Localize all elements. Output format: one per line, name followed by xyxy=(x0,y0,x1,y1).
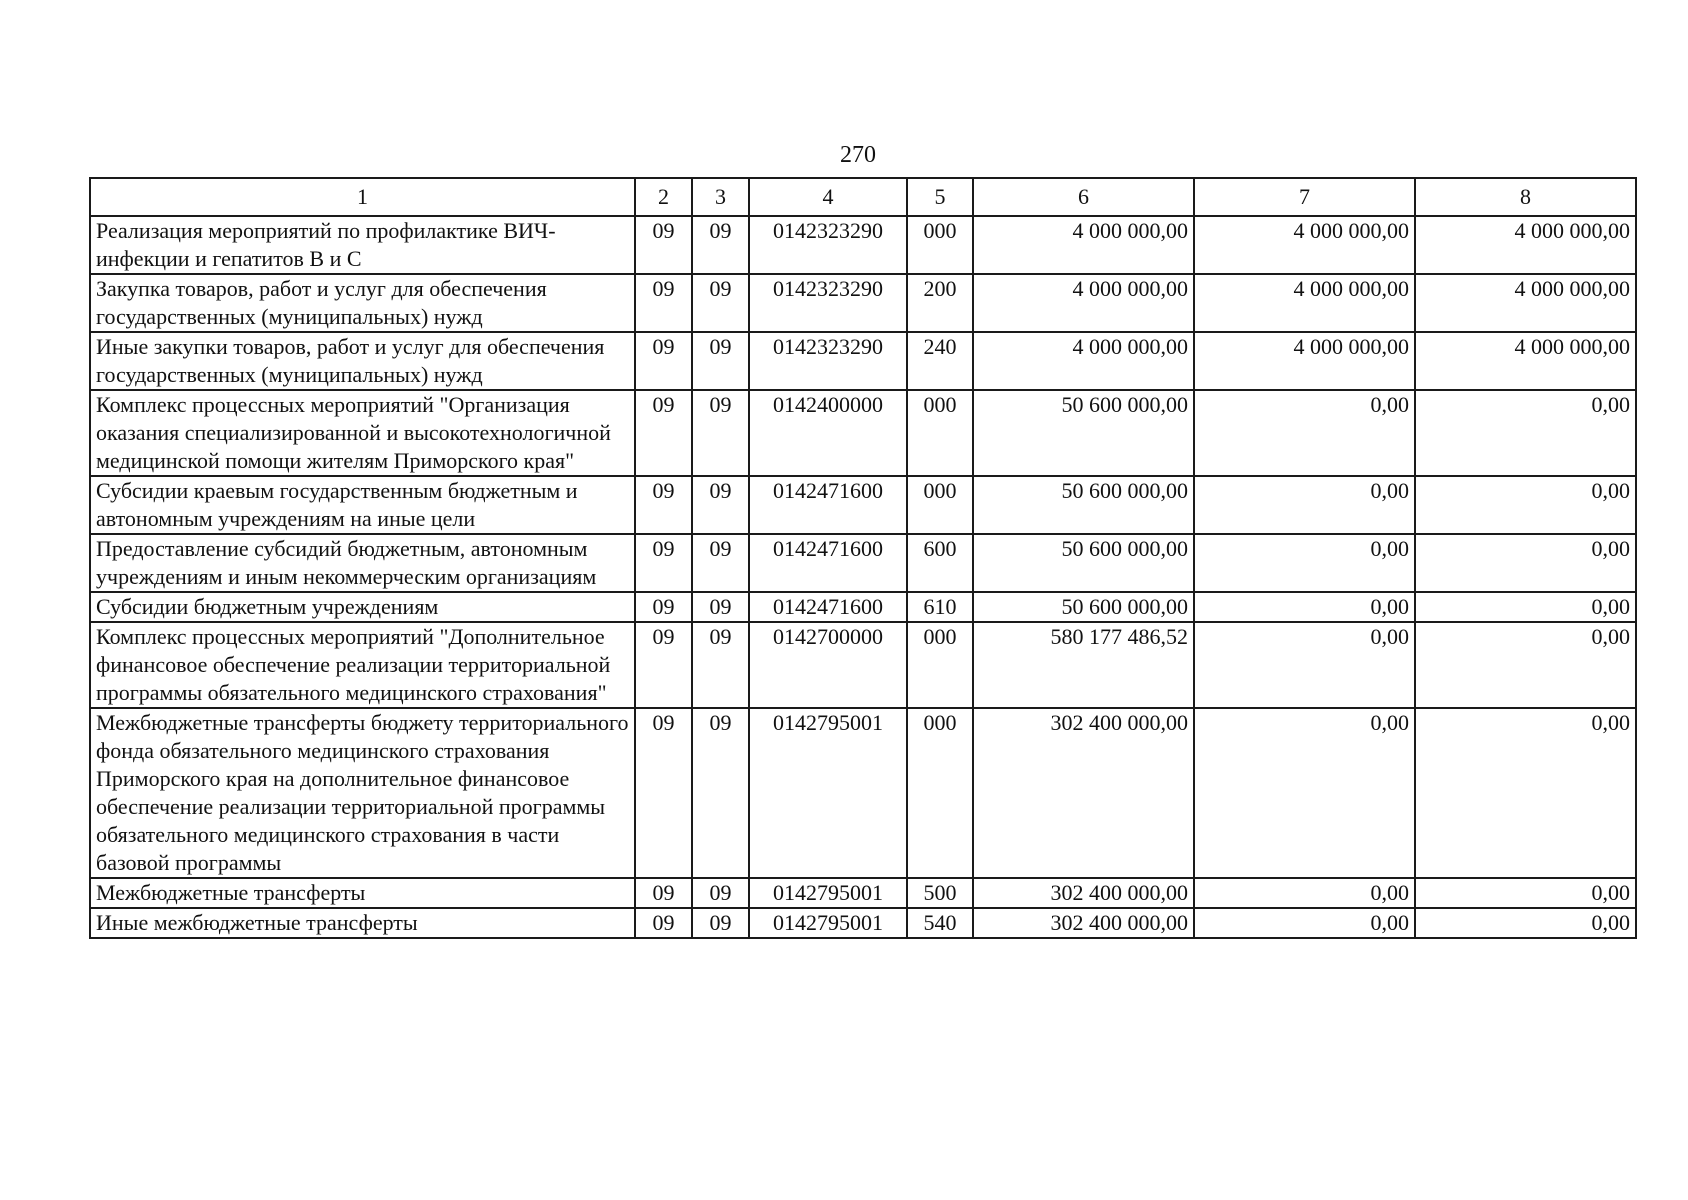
row-amount-col8: 0,00 xyxy=(1415,592,1636,622)
column-header-7: 7 xyxy=(1194,178,1415,216)
row-amount-col6: 4 000 000,00 xyxy=(973,274,1194,332)
row-amount-col6: 4 000 000,00 xyxy=(973,216,1194,274)
row-code-subsection: 09 xyxy=(692,592,749,622)
row-code-section: 09 xyxy=(635,476,692,534)
row-amount-col7: 0,00 xyxy=(1194,390,1415,476)
row-amount-col8: 0,00 xyxy=(1415,708,1636,878)
row-code-subsection: 09 xyxy=(692,274,749,332)
column-header-1: 1 xyxy=(90,178,635,216)
row-amount-col8: 4 000 000,00 xyxy=(1415,332,1636,390)
row-amount-col8: 4 000 000,00 xyxy=(1415,216,1636,274)
row-amount-col8: 0,00 xyxy=(1415,622,1636,708)
table-row xyxy=(90,274,1636,332)
row-code-section: 09 xyxy=(635,274,692,332)
table-row xyxy=(90,332,1636,390)
row-name: Комплекс процессных мероприятий "Организация оказания специализированной и высокотехнологичной медицинской помощи жителям Приморского края" xyxy=(90,390,635,476)
row-code-target: 0142323290 xyxy=(749,274,907,332)
row-code-subsection: 09 xyxy=(692,390,749,476)
row-amount-col7: 0,00 xyxy=(1194,878,1415,908)
row-amount-col8: 4 000 000,00 xyxy=(1415,274,1636,332)
column-header-3: 3 xyxy=(692,178,749,216)
row-name: Межбюджетные трансферты бюджету территориального фонда обязательного медицинского страхования Приморского края на дополнительное финансовое обеспечение реализации территориальной программы обязательного медицинского страхования в части базовой программы xyxy=(90,708,635,878)
row-code-expense-type: 200 xyxy=(907,274,973,332)
row-amount-col8: 0,00 xyxy=(1415,878,1636,908)
row-amount-col6: 50 600 000,00 xyxy=(973,592,1194,622)
row-amount-col6: 4 000 000,00 xyxy=(973,332,1194,390)
row-name: Комплекс процессных мероприятий "Дополнительное финансовое обеспечение реализации территориальной программы обязательного медицинского страхования" xyxy=(90,622,635,708)
row-name: Иные закупки товаров, работ и услуг для обеспечения государственных (муниципальных) нужд xyxy=(90,332,635,390)
row-name: Межбюджетные трансферты xyxy=(90,878,635,908)
row-code-target: 0142471600 xyxy=(749,592,907,622)
row-code-expense-type: 000 xyxy=(907,476,973,534)
row-code-section: 09 xyxy=(635,390,692,476)
row-name: Субсидии бюджетным учреждениям xyxy=(90,592,635,622)
row-amount-col6: 50 600 000,00 xyxy=(973,534,1194,592)
column-header-4: 4 xyxy=(749,178,907,216)
row-code-target: 0142795001 xyxy=(749,908,907,938)
row-amount-col7: 0,00 xyxy=(1194,708,1415,878)
row-name: Предоставление субсидий бюджетным, автономным учреждениям и иным некоммерческим организациям xyxy=(90,534,635,592)
row-code-target: 0142471600 xyxy=(749,476,907,534)
row-code-section: 09 xyxy=(635,622,692,708)
row-amount-col7: 0,00 xyxy=(1194,534,1415,592)
row-code-section: 09 xyxy=(635,592,692,622)
row-amount-col6: 302 400 000,00 xyxy=(973,908,1194,938)
table-row xyxy=(90,390,1636,476)
column-header-8: 8 xyxy=(1415,178,1636,216)
row-amount-col7: 0,00 xyxy=(1194,908,1415,938)
table-row xyxy=(90,908,1636,938)
table-row xyxy=(90,878,1636,908)
row-code-section: 09 xyxy=(635,216,692,274)
row-code-expense-type: 500 xyxy=(907,878,973,908)
row-amount-col7: 4 000 000,00 xyxy=(1194,332,1415,390)
row-code-target: 0142795001 xyxy=(749,708,907,878)
row-amount-col7: 0,00 xyxy=(1194,592,1415,622)
row-code-expense-type: 600 xyxy=(907,534,973,592)
row-code-expense-type: 000 xyxy=(907,216,973,274)
table-row xyxy=(90,216,1636,274)
row-name: Субсидии краевым государственным бюджетным и автономным учреждениям на иные цели xyxy=(90,476,635,534)
row-amount-col6: 50 600 000,00 xyxy=(973,476,1194,534)
row-code-subsection: 09 xyxy=(692,908,749,938)
row-amount-col8: 0,00 xyxy=(1415,390,1636,476)
row-amount-col6: 302 400 000,00 xyxy=(973,878,1194,908)
row-amount-col8: 0,00 xyxy=(1415,908,1636,938)
table-row xyxy=(90,622,1636,708)
row-code-subsection: 09 xyxy=(692,476,749,534)
row-amount-col7: 4 000 000,00 xyxy=(1194,216,1415,274)
row-code-section: 09 xyxy=(635,534,692,592)
row-amount-col6: 580 177 486,52 xyxy=(973,622,1194,708)
row-amount-col8: 0,00 xyxy=(1415,534,1636,592)
row-code-expense-type: 240 xyxy=(907,332,973,390)
row-code-subsection: 09 xyxy=(692,878,749,908)
row-code-expense-type: 000 xyxy=(907,390,973,476)
row-amount-col7: 0,00 xyxy=(1194,476,1415,534)
row-code-target: 0142400000 xyxy=(749,390,907,476)
table-row xyxy=(90,476,1636,534)
row-code-subsection: 09 xyxy=(692,622,749,708)
row-code-subsection: 09 xyxy=(692,216,749,274)
row-amount-col7: 0,00 xyxy=(1194,622,1415,708)
row-code-expense-type: 000 xyxy=(907,708,973,878)
row-code-subsection: 09 xyxy=(692,332,749,390)
row-code-subsection: 09 xyxy=(692,534,749,592)
row-code-target: 0142471600 xyxy=(749,534,907,592)
row-amount-col8: 0,00 xyxy=(1415,476,1636,534)
row-code-target: 0142323290 xyxy=(749,216,907,274)
table-row xyxy=(90,708,1636,878)
row-amount-col6: 302 400 000,00 xyxy=(973,708,1194,878)
page-number: 270 xyxy=(840,142,876,168)
header-row xyxy=(90,178,1636,216)
column-header-2: 2 xyxy=(635,178,692,216)
row-code-section: 09 xyxy=(635,908,692,938)
row-code-expense-type: 000 xyxy=(907,622,973,708)
row-code-target: 0142323290 xyxy=(749,332,907,390)
row-code-target: 0142700000 xyxy=(749,622,907,708)
row-code-subsection: 09 xyxy=(692,708,749,878)
budget-table xyxy=(89,177,1637,939)
row-name: Иные межбюджетные трансферты xyxy=(90,908,635,938)
row-name: Закупка товаров, работ и услуг для обеспечения государственных (муниципальных) нужд xyxy=(90,274,635,332)
table-row xyxy=(90,592,1636,622)
row-code-expense-type: 610 xyxy=(907,592,973,622)
row-amount-col6: 50 600 000,00 xyxy=(973,390,1194,476)
row-code-expense-type: 540 xyxy=(907,908,973,938)
column-header-6: 6 xyxy=(973,178,1194,216)
row-amount-col7: 4 000 000,00 xyxy=(1194,274,1415,332)
row-code-section: 09 xyxy=(635,878,692,908)
column-header-5: 5 xyxy=(907,178,973,216)
row-code-section: 09 xyxy=(635,708,692,878)
row-code-target: 0142795001 xyxy=(749,878,907,908)
table-row xyxy=(90,534,1636,592)
row-code-section: 09 xyxy=(635,332,692,390)
row-name: Реализация мероприятий по профилактике ВИЧ-инфекции и гепатитов В и С xyxy=(90,216,635,274)
